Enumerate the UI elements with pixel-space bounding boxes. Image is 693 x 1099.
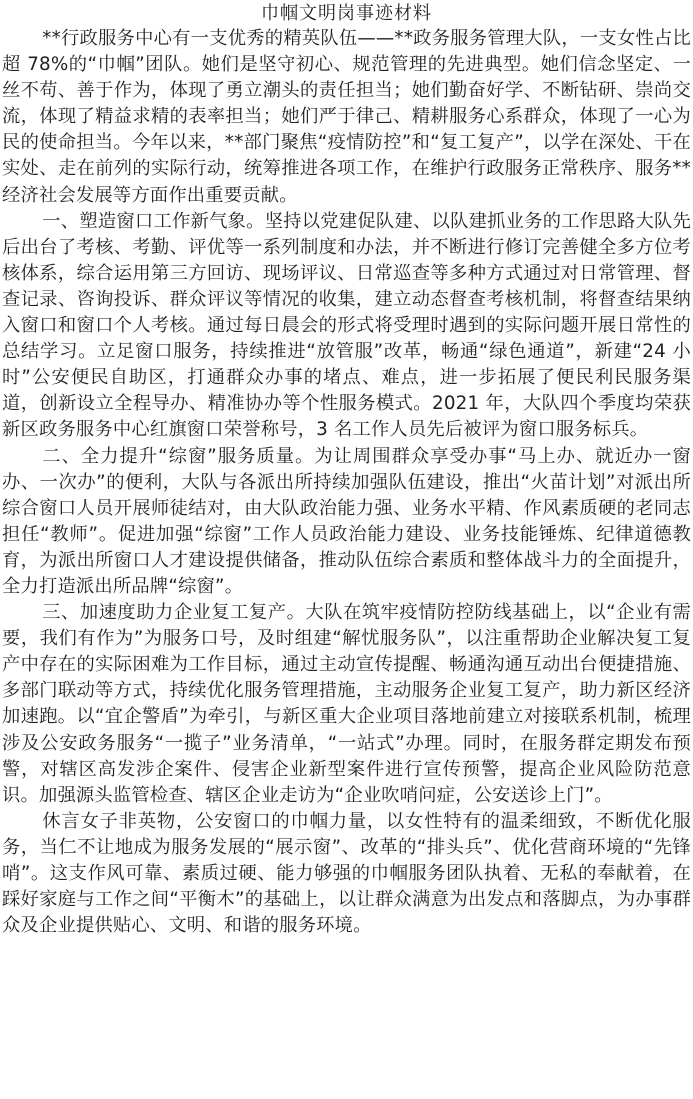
intro-paragraph: **行政服务中心有一支优秀的精英队伍——**政务服务管理大队，一支女性占比超 78%的“巾帼”团队。她们是坚守初心、规范管理的先进典型。她们信念坚定、一丝不苟、善于作为，体现了勇立潮头的责任担当；她们勤奋好学、不断钻研、崇尚交流，体现了精益求精的表率担当；她们严于律己、精耕服务心系群众，体现了一心为民的使命担当。今年以来，**部门聚焦“疫情防控”和“复工复产”，以学在深处、干在实处、走在前列的实际行动，统筹推进各项工作，在维护行政服务正常秩序、服务**经济社会发展等方面作出重要贡献。 (2, 28, 691, 206)
section-one-paragraph: 一、塑造窗口工作新气象。坚持以党建促队建、以队建抓业务的工作思路大队先后出台了考核、考勤、评优等一系列制度和办法，并不断进行修订完善健全多方位考核体系，综合运用第三方回访、现场评议、日常巡查等多种方式通过对日常管理、督查记录、咨询投诉、群众评议等情况的收集，建立动态督查考核机制，将督查结果纳入窗口和窗口个人考核。通过每日晨会的形式将受理时遇到的实际问题开展日常性的总结学习。立足窗口服务，持续推进“放管服”改革，畅通“绿色通道”，新建“24 小时”公安便民自助区，打通群众办事的堵点、难点，进一步拓展了便民利民服务渠道，创新设立全程导办、精准协办等个性服务模式。2021 年，大队四个季度均荣获新区政务服务中心红旗窗口荣誉称号，3 名工作人员先后被评为窗口服务标兵。 (2, 210, 691, 441)
document-page (0, 2, 693, 1099)
section-two-paragraph: 二、全力提升“综窗”服务质量。为让周围群众享受办事“马上办、就近办一窗办、一次办”的便利，大队与各派出所持续加强队伍建设，推出“火苗计划”对派出所综合窗口人员开展师徒结对，由大队政治能力强、业务水平精、作风素质硬的老同志担任“教师”。促进加强“综窗”工作人员政治能力建设、业务技能锤炼、纪律道德教育，为派出所窗口人才建设提供储备，推动队伍综合素质和整体战斗力的全面提升，全力打造派出所品牌“综窗”。 (2, 445, 691, 597)
document-title: 巾帼文明岗事迹材料 (261, 3, 432, 24)
closing-paragraph: 休言女子非英物，公安窗口的巾帼力量，以女性特有的温柔细致，不断优化服务，当仁不让地成为服务发展的“展示窗”、改革的“排头兵”、优化营商环境的“先锋哨”。这支作风可靠、素质过硬、能力够强的巾帼服务团队执着、无私的奉献着，在踩好家庭与工作之间“平衡木”的基础上，以让群众满意为出发点和落脚点，为办事群众及企业提供贴心、文明、和谐的服务环境。 (2, 810, 691, 937)
section-three-paragraph: 三、加速度助力企业复工复产。大队在筑牢疫情防控防线基础上，以“企业有需要，我们有作为”为服务口号，及时组建“解忧服务队”，以注重帮助企业解决复工复产中存在的实际困难为工作目标，通过主动宣传提醒、畅通沟通互动出台便捷措施、多部门联动等方式，持续优化服务管理措施，主动服务企业复工复产，助力新区经济加速跑。以“宜企警盾”为牵引，与新区重大企业项目落地前建立对接联系机制，梳理涉及公安政务服务“一揽子”业务清单，“一站式”办理。同时，在服务群定期发布预警，对辖区高发涉企案件、侵害企业新型案件进行宣传预警，提高企业风险防范意识。加强源头监管检查、辖区企业走访为“企业吹哨问症，公安送诊上门”。 (2, 602, 691, 806)
